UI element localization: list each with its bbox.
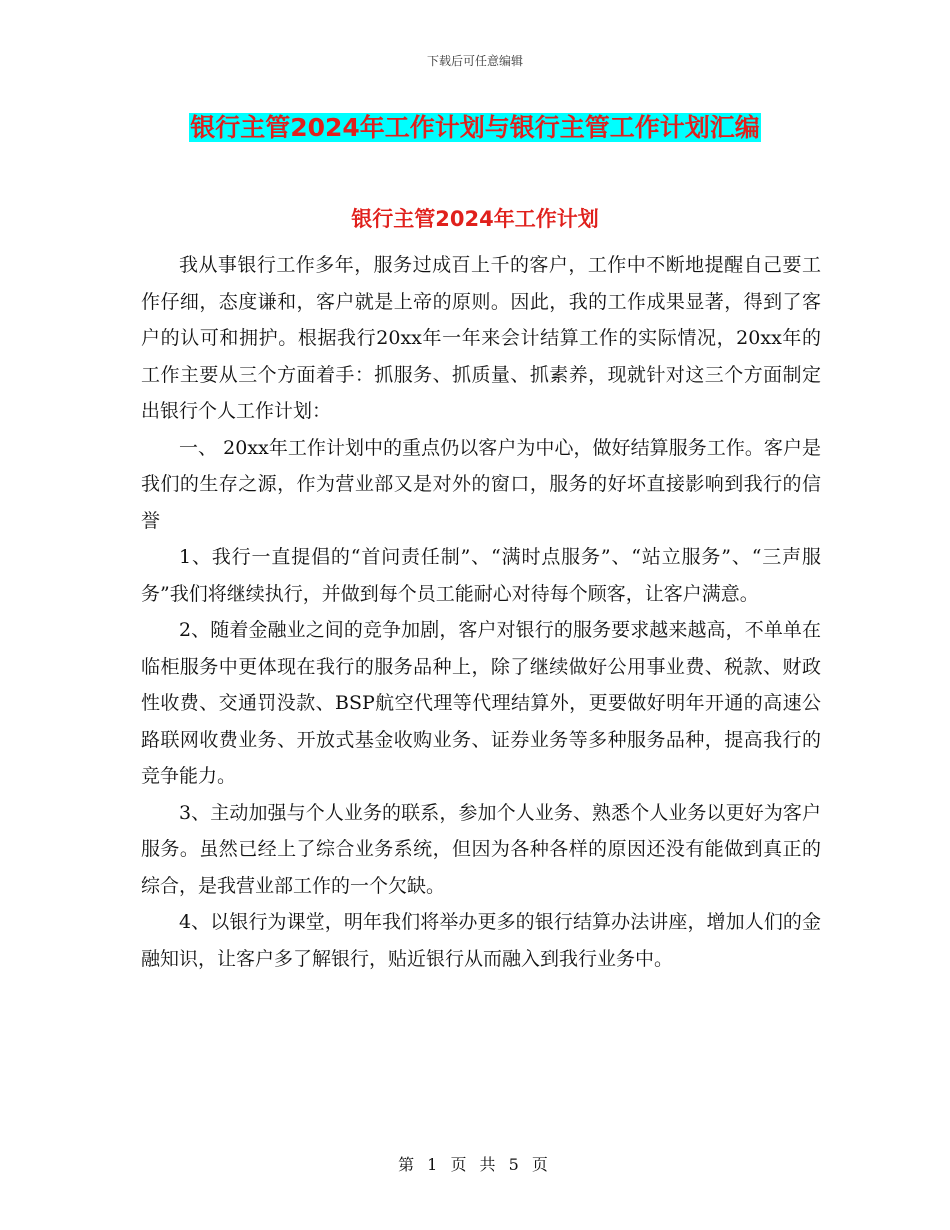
document-body bbox=[141, 247, 821, 977]
paragraph-point-one: 一、 20xx年工作计划中的重点仍以客户为中心，做好结算服务工作。客户是我们的生存之源，作为营业部又是对外的窗口，服务的好坏直接影响到我行的信誉 bbox=[141, 436, 821, 532]
paragraph-item-4: 4、以银行为课堂，明年我们将举办更多的银行结算办法讲座，增加人们的金融知识，让客户多了解银行，贴近银行从而融入到我行业务中。 bbox=[141, 911, 821, 970]
paragraph-item-2: 2、随着金融业之间的竞争加剧，客户对银行的服务要求越来越高，不单单在临柜服务中更体现在我行的服务品种上，除了继续做好公用事业费、税款、财政性收费、交通罚没款、BSP航空代理等代理结算外，更要做好明年开通的高速公路联网收费业务、开放式基金收购业务、证券业务等多种服务品种，提高我行的竞争能力。 bbox=[141, 619, 821, 787]
section-title: 银行主管2024年工作计划 bbox=[351, 207, 599, 231]
header-note: 下载后可任意编辑 bbox=[426, 54, 523, 68]
document-title bbox=[0, 110, 950, 149]
paragraph-item-1: 1、我行一直提倡的“首问责任制”、“满时点服务”、“站立服务”、“三声服务”我们将继续执行，并做到每个员工能耐心对待每个顾客，让客户满意。 bbox=[141, 546, 821, 605]
paragraph-item-3: 3、主动加强与个人业务的联系，参加个人业务、熟悉个人业务以更好为客户服务。虽然已经上了综合业务系统，但因为各种各样的原因还没有能做到真正的综合，是我营业部工作的一个欠缺。 bbox=[141, 801, 821, 897]
document-title-text: 银行主管2024年工作计划与银行主管工作计划汇编 bbox=[190, 113, 760, 142]
page-footer: 第 1 页 共 5 页 bbox=[398, 1155, 552, 1174]
paragraph-intro: 我从事银行工作多年，服务过成百上千的客户，工作中不断地提醒自己要工作仔细，态度谦和，客户就是上帝的原则。因此，我的工作成果显著，得到了客户的认可和拥护。根据我行20xx年一年来会计结算工作的实际情况，20xx年的工作主要从三个方面着手：抓服务、抓质量、抓素养，现就针对这三个方面制定出银行个人工作计划： bbox=[141, 254, 821, 422]
